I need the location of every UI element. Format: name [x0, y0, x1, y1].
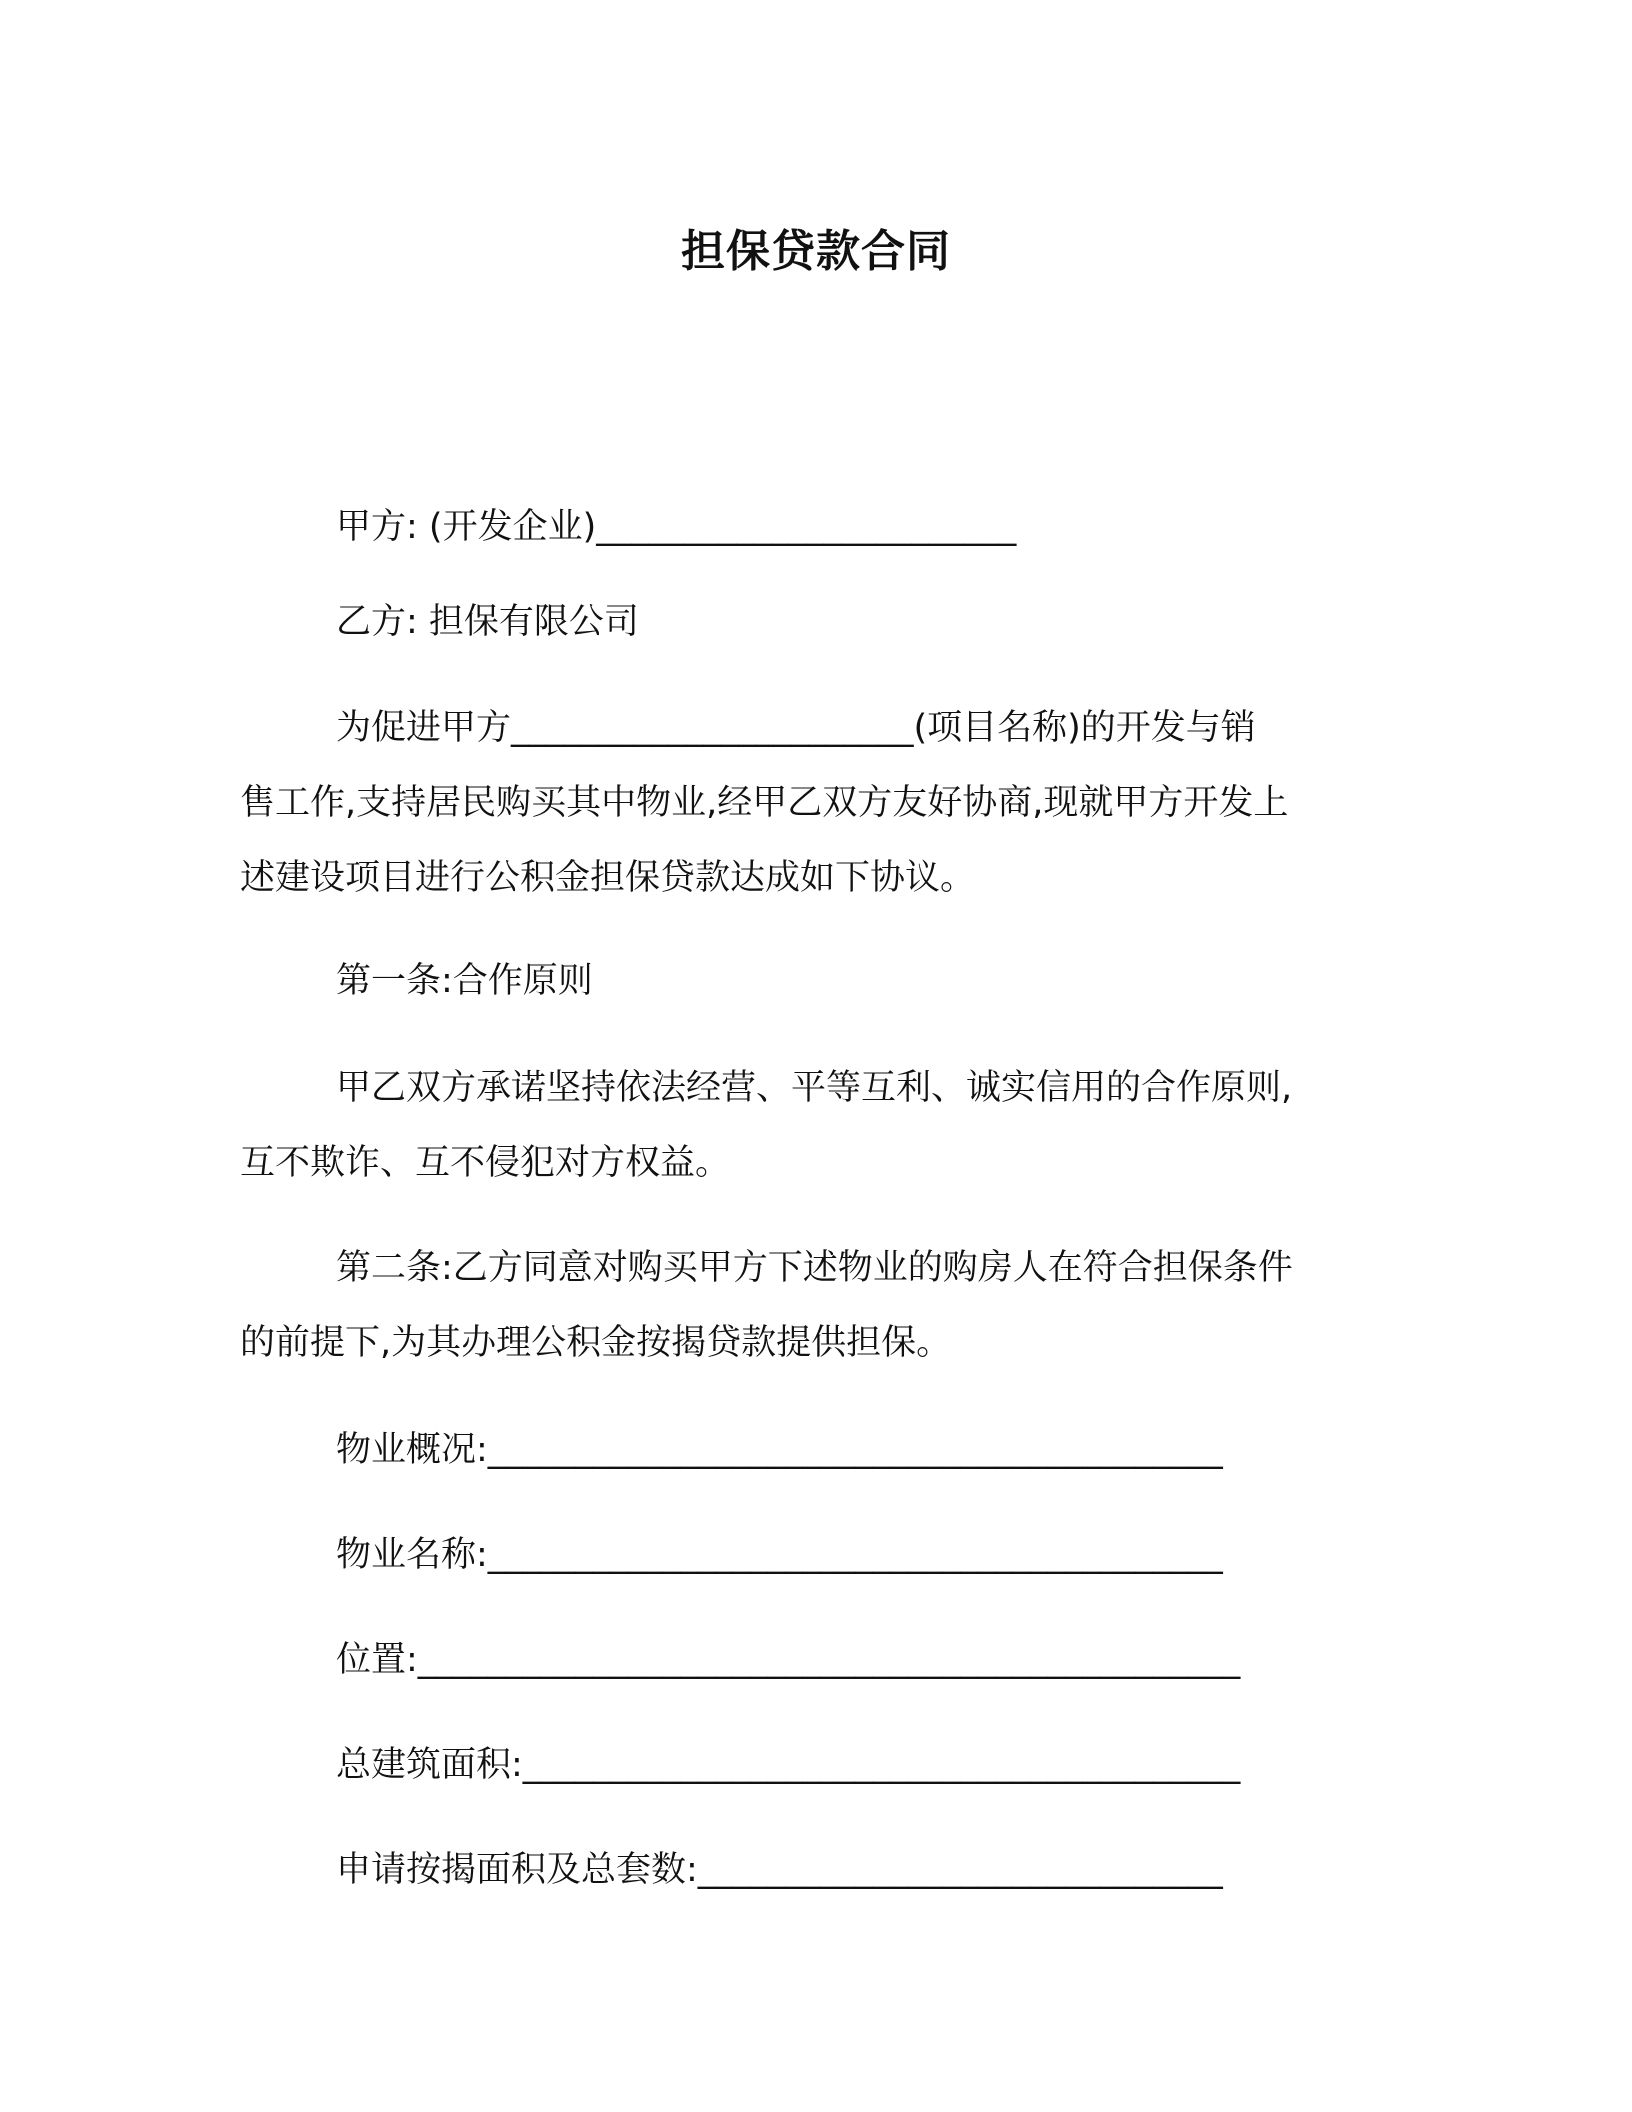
intro-line-3: 述建设项目进行公积金担保贷款达成如下协议。 — [240, 858, 976, 898]
party-b-line: 乙方: 担保有限公司 — [336, 602, 639, 642]
field-location: 位置:_______________________________________________ — [336, 1640, 1241, 1680]
field-property-name: 物业名称:__________________________________________ — [336, 1535, 1223, 1575]
party-a-line: 甲方: (开发企业)________________________ — [336, 507, 1017, 547]
field-property-overview: 物业概况:__________________________________________ — [336, 1430, 1223, 1470]
field-mortgage-area-and-units: 申请按揭面积及总套数:______________________________ — [336, 1850, 1223, 1890]
field-total-floor-area: 总建筑面积:_________________________________________ — [336, 1745, 1241, 1785]
article-1-line-1: 甲乙双方承诺坚持依法经营、平等互利、诚实信用的合作原则, — [336, 1068, 1293, 1108]
intro-line-2: 售工作,支持居民购买其中物业,经甲乙双方友好协商,现就甲方开发上 — [240, 783, 1289, 823]
article-2-line-1: 第二条:乙方同意对购买甲方下述物业的购房人在符合担保条件 — [336, 1248, 1293, 1288]
article-1-heading: 第一条:合作原则 — [336, 961, 593, 1001]
article-1-line-2: 互不欺诈、互不侵犯对方权益。 — [240, 1143, 731, 1183]
intro-line-1: 为促进甲方_______________________(项目名称)的开发与销 — [336, 708, 1256, 748]
document-title: 担保贷款合同 — [681, 226, 951, 277]
article-2-line-2: 的前提下,为其办理公积金按揭贷款提供担保。 — [240, 1323, 952, 1363]
